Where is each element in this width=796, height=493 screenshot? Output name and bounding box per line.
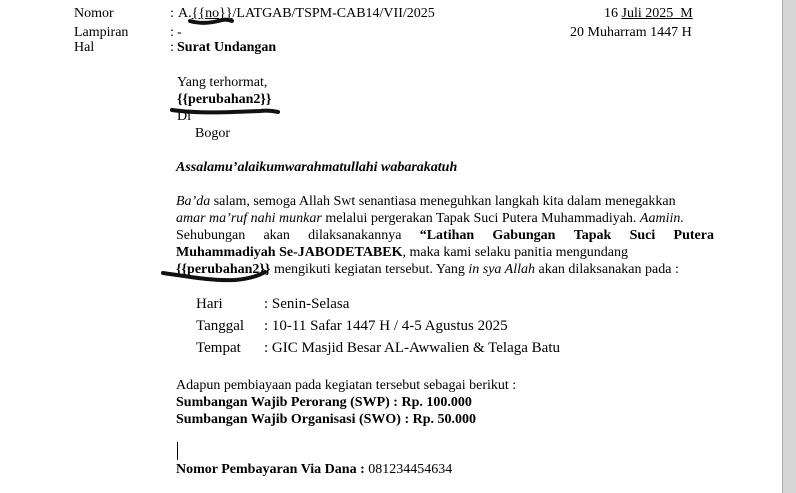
body-word: akan bbox=[263, 228, 290, 243]
lampiran-label: Lampiran bbox=[74, 25, 129, 40]
hal-colon: : bbox=[170, 40, 174, 55]
salutation: Yang terhormat, bbox=[177, 75, 268, 90]
nomor-suffix: /LATGAB/TSPM-CAB14/VII/2025 bbox=[232, 6, 435, 21]
body-word-bold: Gabungan bbox=[492, 228, 556, 243]
recipient-city: Bogor bbox=[195, 126, 230, 141]
event-tanggal-value: : 10-11 Safar 1447 H / 4-5 Agustus 2025 bbox=[264, 318, 508, 334]
payment-label: Nomor Pembayaran Via Dana : bbox=[176, 462, 369, 477]
recipient-field: {{perubahan2}} bbox=[177, 92, 272, 107]
cost-intro: Adapun pembiayaan pada kegiatan tersebut sebagai berikut : bbox=[176, 378, 517, 393]
body-word-bold: Tapak bbox=[573, 228, 612, 243]
cost-swo: Sumbangan Wajib Organisasi (SWO) : Rp. 50.000 bbox=[176, 412, 477, 427]
body-text-4: , maka kami selaku panitia mengundang bbox=[402, 245, 628, 260]
event-hari-value: : Senin-Selasa bbox=[264, 296, 350, 312]
event-tanggal-label: Tanggal bbox=[196, 318, 245, 334]
body-word-bold: “Latihan bbox=[419, 228, 475, 243]
cost-swp: Sumbangan Wajib Perorang (SWP) : Rp. 100.000 bbox=[176, 395, 472, 410]
greeting: Assalamu’alaikumwarahmatullahi wabarakatuh bbox=[176, 160, 458, 175]
lampiran-value: - bbox=[177, 25, 182, 40]
body-word-bold: Suci bbox=[629, 228, 656, 243]
hal-value: Surat Undangan bbox=[177, 40, 277, 55]
body-invitee-field: {{perubahan2}} bbox=[176, 262, 271, 277]
nomor-prefix: A. bbox=[178, 6, 192, 21]
scribble-nomor bbox=[190, 20, 232, 23]
body-text-5: mengikuti kegiatan tersebut. Yang bbox=[270, 262, 469, 277]
hal-label: Hal bbox=[74, 40, 95, 55]
nomor-field: {{no}} bbox=[191, 6, 233, 21]
date-month: Juli 2025 bbox=[621, 6, 674, 21]
event-tempat-value: : GIC Masjid Besar AL-Awwalien & Telaga Batu bbox=[264, 340, 560, 356]
body-italic-bada: Ba’da bbox=[176, 194, 211, 209]
date-era: M bbox=[680, 6, 693, 21]
event-tempat-label: Tempat bbox=[196, 340, 241, 356]
body-word: Sehubungan bbox=[176, 228, 246, 243]
body-word: dilaksanakannya bbox=[308, 228, 402, 243]
date-day: 16 bbox=[604, 6, 622, 21]
lampiran-colon: : bbox=[170, 25, 174, 40]
body-text-5b: akan dilaksanakan pada : bbox=[535, 262, 679, 277]
event-hari-label: Hari bbox=[196, 296, 223, 312]
body-word-bold: Putera bbox=[673, 228, 714, 243]
nomor-label: Nomor bbox=[74, 6, 114, 21]
payment-number: 081234454634 bbox=[368, 462, 453, 477]
body-bold-muhammadiyah: Muhammadiyah Se-JABODETABEK bbox=[176, 245, 403, 260]
hijri-date: 20 Muharram 1447 H bbox=[570, 25, 692, 40]
body-italic-aamiin: Aamiin. bbox=[639, 211, 684, 226]
scribble-recipient bbox=[172, 110, 278, 112]
scribble-invitee bbox=[163, 272, 265, 280]
body-text-2: melalui pergerakan Tapak Suci Putera Muhammadiyah. bbox=[321, 211, 640, 226]
body-italic-amar: amar ma’ruf nahi munkar bbox=[176, 211, 322, 226]
body-text-1: salam, semoga Allah Swt senantiasa meneguhkan langkah kita dalam menegakkan bbox=[210, 194, 676, 209]
nomor-colon: : bbox=[170, 6, 174, 21]
body-italic-insya: in sya Allah bbox=[468, 262, 535, 277]
di-label: Di bbox=[177, 109, 191, 124]
